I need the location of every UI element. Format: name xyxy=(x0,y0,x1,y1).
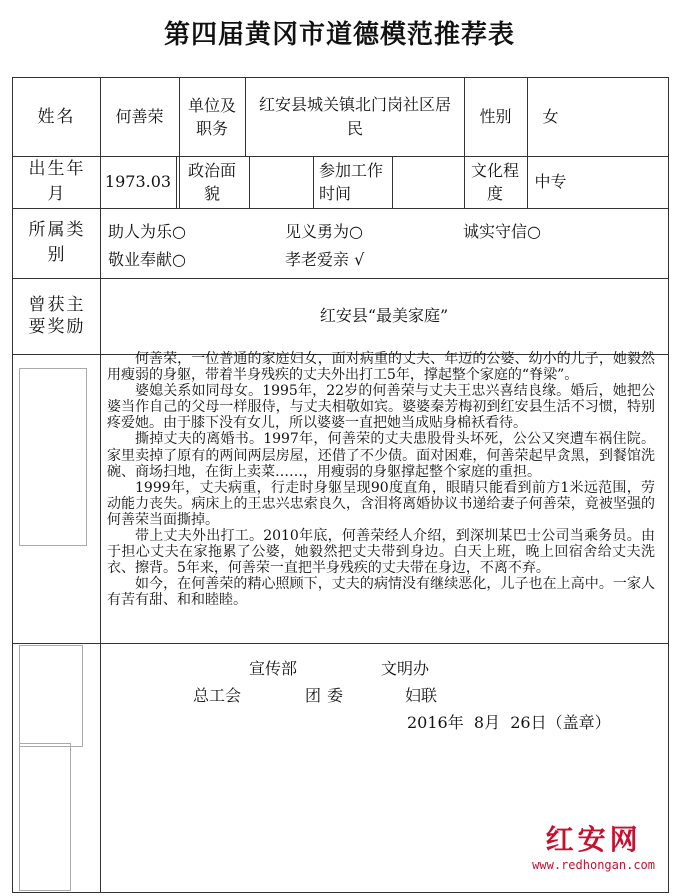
signature-date: 2016年 8月 26日（盖章） xyxy=(407,713,611,732)
gender-value: 女 xyxy=(542,106,559,126)
category-label: 所属类别 xyxy=(28,219,86,265)
category-option-bravery: 见义勇为○ xyxy=(285,222,363,241)
signature-womens-federation: 妇联 xyxy=(405,686,438,705)
deeds-description xyxy=(107,351,655,609)
birth-value: 1973.03 xyxy=(104,171,172,191)
category-option-dedication: 敬业奉献○ xyxy=(108,250,186,269)
awards-value: 红安县“最美家庭” xyxy=(319,305,449,325)
watermark-logo xyxy=(532,818,655,872)
unit-label: 单位及职务 xyxy=(187,95,236,138)
photo-placeholder xyxy=(19,368,87,546)
watermark-brand: 红安网 xyxy=(545,823,642,856)
deeds-paragraph: 婆媳关系如同母女。1995年，22岁的何善荣与丈夫王忠兴喜结良缘。婚后，她把公婆当作自己的父母一样服侍，与丈夫相敬如宾。婆婆秦芳梅初到红安县生活不习惯，特别疼爱她。由于膝下没有女儿，所以婆婆一直把她当成贴身棉袄看待。 xyxy=(107,383,655,432)
name-value: 何善荣 xyxy=(115,106,164,126)
deeds-paragraph: 何善荣，一位普通的家庭妇女，面对病重的丈夫、年迈的公婆、幼小的儿子，她毅然用瘦弱的身躯，带着半身残疾的丈夫外出打工5年，撑起整个家庭的“脊梁”。 xyxy=(107,351,655,384)
signature-trade-union: 总工会 xyxy=(193,686,242,705)
signature-civilization-office: 文明办 xyxy=(381,659,430,678)
unit-value: 红安县城关镇北门岗社区居民 xyxy=(258,95,451,138)
category-option-honesty: 诚实守信○ xyxy=(463,222,541,241)
education-label: 文化程度 xyxy=(470,160,519,203)
stamp-box-lower xyxy=(19,743,71,891)
politics-value xyxy=(249,156,313,208)
work-time-label: 参加工作时间 xyxy=(319,160,384,203)
politics-label: 政治面貌 xyxy=(187,160,236,203)
category-option-filial-piety: 孝老爱亲 √ xyxy=(285,250,365,269)
deeds-paragraph: 撕掉丈夫的离婚书。1997年，何善荣的丈夫患股骨头坏死，公公又突遭车祸住院。家里卖掉了原有的两间两层房屋，还借了不少债。面对困难，何善荣起早贪黑，到餐馆洗碗、商场扫地，在街上卖菜……，用瘦弱的身躯撑起整个家庭的重担。 xyxy=(107,431,655,480)
signature-publicity-dept: 宣传部 xyxy=(249,659,298,678)
work-time-value xyxy=(392,156,464,208)
signature-youth-league: 团委 xyxy=(305,686,350,705)
education-value: 中专 xyxy=(534,171,567,191)
awards-label: 曾获主要奖励 xyxy=(28,294,86,337)
watermark-url: www.redhongan.com xyxy=(532,858,655,872)
deeds-paragraph: 带上丈夫外出打工。2010年底，何善荣经人介绍，到深圳某巴士公司当乘务员。由于担心丈夫在家拖累了公婆，她毅然把丈夫带到身边。白天上班，晚上回宿舍给丈夫洗衣、擦背。5年来，何善荣一直把半身残疾的丈夫带在身边，不离不弃。 xyxy=(107,528,655,577)
birth-label: 出生年月 xyxy=(28,158,86,204)
deeds-paragraph: 1999年，丈夫病重，行走时身躯呈现90度直角，眼睛只能看到前方1米远范围，劳动能力丧失。病床上的王忠兴忠索良久，含泪将离婚协议书递给妻子何善荣，竟被坚强的何善荣当面撕掉。 xyxy=(107,479,655,528)
stamp-box-upper xyxy=(19,645,83,747)
name-label: 姓名 xyxy=(37,106,76,127)
deeds-paragraph: 如今，在何善荣的精心照顾下，丈夫的病情没有继续恶化，儿子也在上高中。一家人有苦有甜、和和睦睦。 xyxy=(107,576,655,609)
category-option-help-others: 助人为乐○ xyxy=(108,222,186,241)
form-title: 第四届黄冈市道德模范推荐表 xyxy=(163,20,515,50)
gender-label: 性别 xyxy=(479,106,512,126)
